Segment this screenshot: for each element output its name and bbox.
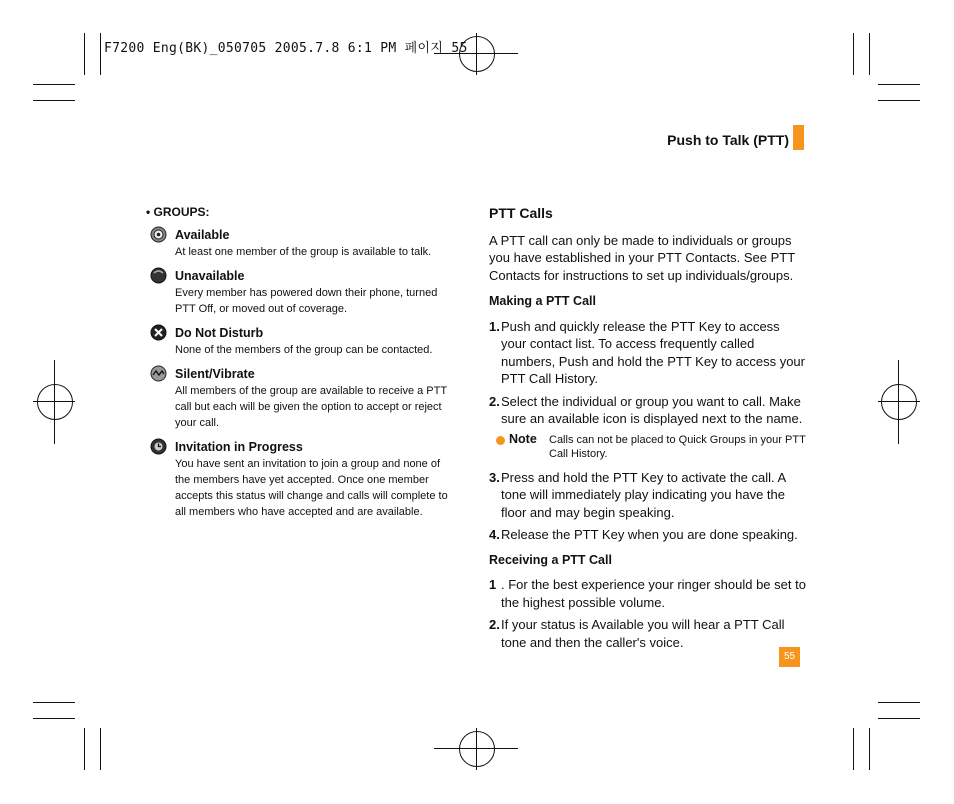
status-description: At least one member of the group is available to talk. [175,246,432,258]
group-available-icon [150,226,167,243]
step-text: Select the individual or group you want to call. Make sure an available icon is displayed next to the name. [501,393,803,426]
status-name: Invitation in Progress [175,440,303,454]
note-icon [496,436,505,445]
status-description: Every member has powered down their phone, turned PTT Off, or moved out of coverage. [175,287,438,315]
status-name: Unavailable [175,269,245,283]
groups-section [146,205,451,520]
status-available [146,227,451,260]
status-name: Silent/Vibrate [175,367,255,381]
status-do-not-disturb [146,325,451,358]
step-number: 2. [489,393,500,409]
step-number: 1. [489,318,500,334]
note-text: Calls can not be placed to Quick Groups in your PTT Call History. [549,433,806,460]
section-tab [793,125,804,150]
step-text: Press and hold the PTT Key to activate the call. A tone will immediately play indicating you have the floor and may begin speaking. [501,469,786,520]
status-description: None of the members of the group can be contacted. [175,344,433,356]
step-number: 2. [489,617,500,632]
page-header-title: Push to Talk (PTT) [667,132,789,148]
list-item [489,469,807,522]
status-silent-vibrate [146,366,451,431]
list-item [489,318,807,388]
status-name: Available [175,228,230,242]
groups-label: • GROUPS: [146,205,210,219]
status-unavailable [146,268,451,317]
step-number: 3. [489,469,500,485]
intro-paragraph: A PTT call can only be made to individuals or groups you have established in your PTT Contacts. See PTT Contacts for instructions to set up individuals/groups. [489,232,795,283]
print-slug: F7200 Eng(BK)_050705 2005.7.8 6:1 PM 페이지 55 [104,41,468,56]
list-item [489,393,807,428]
group-do-not-disturb-icon [150,324,167,341]
note-label: Note [509,431,537,446]
group-silent-vibrate-icon [150,365,167,382]
step-text: Push and quickly release the PTT Key to access your contact list. To access frequently called numbers, Push and hold the PTT Key to access your PTT Call History. [501,318,805,386]
making-call-heading: Making a PTT Call [489,294,596,308]
page-number: 55 [779,647,800,667]
list-item [489,616,807,651]
list-item [489,576,807,611]
note [499,433,807,461]
ptt-calls-section [489,205,807,656]
status-description: You have sent an invitation to join a group and none of the members have yet accepted. Once one member accepts this status will change and calls will complete to all members who have accepted and are available. [175,458,448,518]
step-number: 1 [489,577,497,592]
step-text: Release the PTT Key when you are done speaking. [501,527,798,542]
receiving-call-heading: Receiving a PTT Call [489,552,612,567]
list-item [489,526,807,544]
section-title: PTT Calls [489,205,553,221]
step-text: If your status is Available you will hear a PTT Call tone and then the caller's voice. [501,617,785,650]
step-text: . For the best experience your ringer should be set to the highest possible volume. [501,577,806,610]
group-unavailable-icon [150,267,167,284]
status-name: Do Not Disturb [175,326,264,340]
step-number: 4. [489,527,500,542]
group-invitation-icon [150,438,167,455]
status-invitation-in-progress [146,439,451,520]
status-description: All members of the group are available to receive a PTT call but each will be given the option to accept or reject your call. [175,385,447,429]
